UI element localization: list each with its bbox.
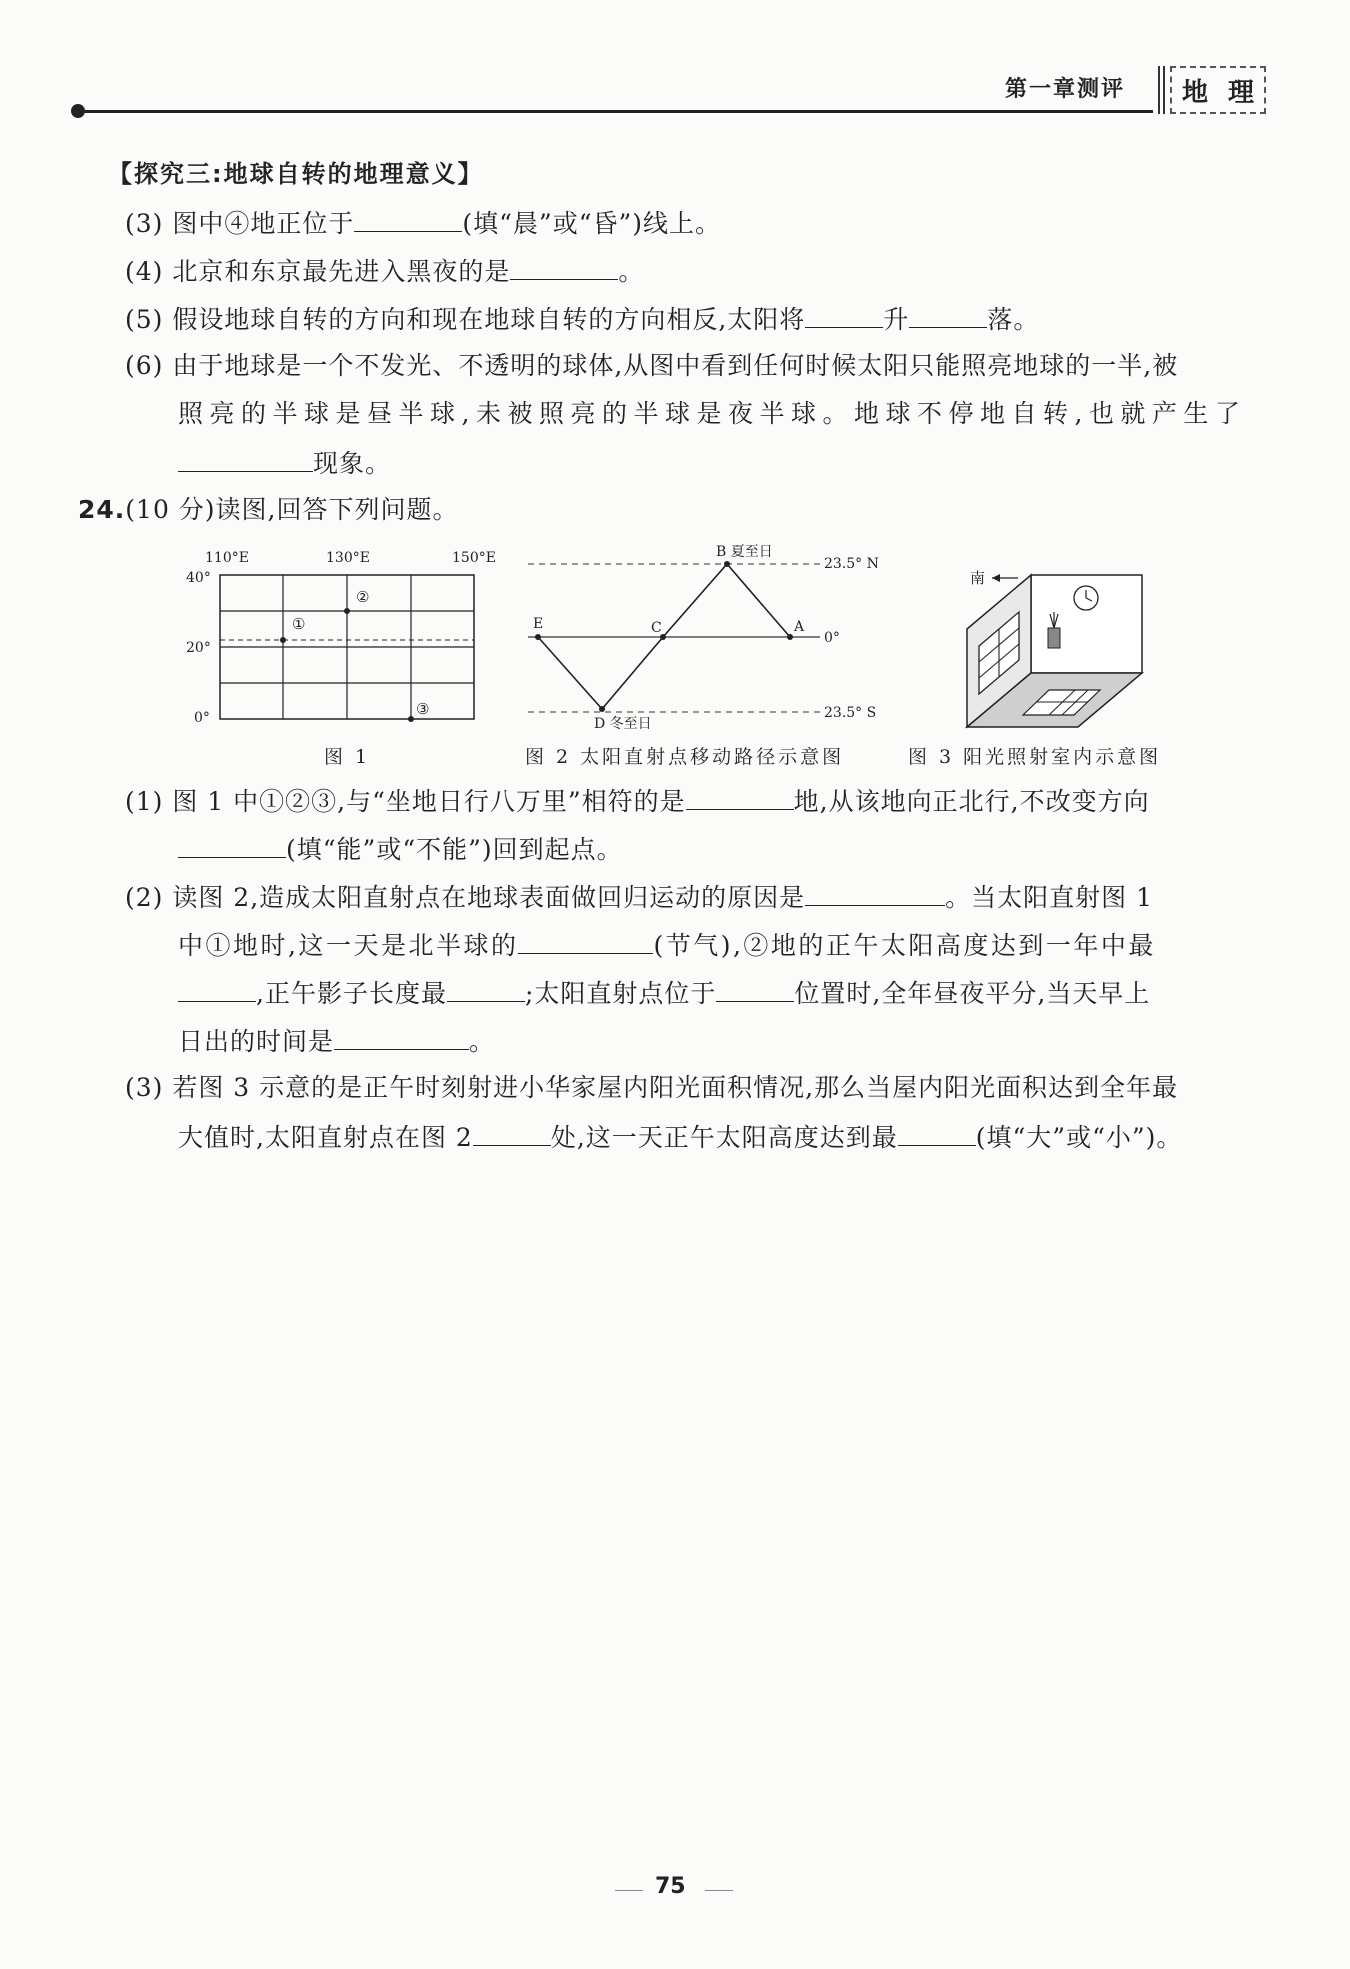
- q24-p2-text-i: 。: [469, 1027, 496, 1056]
- fig1-lon-label-150: 150°E: [452, 550, 496, 566]
- q24-number: 24.: [78, 495, 126, 524]
- q24-part-1-line-1: [125, 783, 1150, 819]
- figures-row: [180, 540, 1210, 780]
- fig1-lat-label-0: 0°: [194, 710, 210, 726]
- q5-blank-2: [909, 301, 987, 328]
- q24-p2-blank-3: [178, 975, 256, 1002]
- question-6-line-2: 照亮的半球是昼半球,未被照亮的半球是夜半球。地球不停地自转,也就产生了: [178, 399, 1247, 428]
- fig1-lon-label-110: 110°E: [205, 550, 249, 566]
- q24-part-2-line-4: [178, 1023, 495, 1059]
- q24-p2-blank-2: [518, 927, 653, 954]
- q24-p3-text-c: 处,这一天正午太阳高度达到最: [550, 1123, 898, 1152]
- fig1-caption: 图 1: [324, 746, 371, 768]
- fig2-label-e: E: [533, 616, 544, 632]
- q24-p2-blank-5: [716, 975, 794, 1002]
- fig2-label-d: D 冬至日: [594, 716, 652, 732]
- fig1-lat-label-40: 40°: [186, 570, 211, 586]
- q24-p3-blank-1: [473, 1119, 551, 1146]
- fig2-point-e: [535, 634, 541, 640]
- fig2-label-eq: 0°: [824, 630, 840, 646]
- fig2-point-b: [724, 561, 730, 567]
- q24-p2-text-a: (2) 读图 2,造成太阳直射点在地球表面做回归运动的原因是: [125, 883, 806, 912]
- footer-dash-right: [705, 1890, 733, 1891]
- question-3: [125, 205, 721, 241]
- q24-p1-blank-1: [686, 783, 794, 810]
- header-rule: [78, 110, 1153, 113]
- q5-text-c: 落。: [987, 305, 1040, 334]
- fig2-label-n: 23.5° N: [824, 556, 879, 572]
- header-separator: [1158, 66, 1165, 114]
- fig1-point-3-dot: [408, 716, 414, 722]
- chapter-title: 第一章测评: [1005, 77, 1126, 102]
- fig1-point-1-dot: [280, 637, 286, 643]
- fig1-point-3-label: ③: [416, 700, 430, 718]
- fig3-plant-pot-icon: [1048, 628, 1060, 648]
- fig2-label-a: A: [794, 619, 805, 635]
- footer-dash-left: [615, 1890, 643, 1891]
- fig2-label-b: B 夏至日: [716, 544, 773, 560]
- figure-1: [186, 550, 496, 726]
- section-title: 【探究三:地球自转的地理意义】: [108, 160, 484, 188]
- fig2-label-c: C: [651, 620, 662, 636]
- subject-box: [1170, 66, 1266, 114]
- question-5: [125, 301, 1039, 337]
- q24-part-3-line-2: [178, 1119, 1182, 1155]
- q24-part-1-line-2: [178, 831, 623, 867]
- q5-text-a: (5) 假设地球自转的方向和现在地球自转的方向相反,太阳将: [125, 305, 806, 334]
- q24-p2-text-c: 中①地时,这一天是北半球的: [178, 931, 519, 960]
- q24-p2-blank-6: [334, 1023, 469, 1050]
- question-6-line-1: (6) 由于地球是一个不发光、不透明的球体,从图中看到任何时候太阳只能照亮地球的一半,被: [125, 351, 1179, 380]
- fig2-caption: 图 2 太阳直射点移动路径示意图: [525, 746, 845, 768]
- q24-p2-text-d: (节气),②地的正午太阳高度达到一年中最: [653, 931, 1156, 960]
- q24-p1-text-a: (1) 图 1 中①②③,与“坐地日行八万里”相符的是: [125, 787, 686, 816]
- q24-p2-text-b: 。当太阳直射图 1: [945, 883, 1154, 912]
- figure-2: [528, 544, 879, 732]
- page-number: 75: [655, 1874, 686, 1899]
- q3-blank: [354, 205, 462, 232]
- fig2-point-d: [599, 706, 605, 712]
- q6-text: 现象。: [313, 449, 392, 478]
- figure-3: [967, 569, 1142, 727]
- q24-p2-text-h: 日出的时间是: [178, 1027, 335, 1056]
- q5-blank-1: [805, 301, 883, 328]
- q24-part-2-line-1: [125, 879, 1153, 915]
- q24-p1-blank-2: [178, 831, 286, 858]
- q24-part-2-line-2: [178, 927, 1156, 963]
- fig2-point-a: [787, 634, 793, 640]
- q24-p2-text-f: ;太阳直射点位于: [524, 979, 717, 1008]
- fig2-label-s: 23.5° S: [824, 705, 877, 721]
- fig3-caption: 图 3 阳光照射室内示意图: [908, 746, 1162, 768]
- fig3-south-label: 南: [970, 569, 986, 587]
- fig1-point-1-label: ①: [292, 615, 306, 633]
- q3-text-b: (填“晨”或“昏”)线上。: [462, 209, 722, 238]
- fig1-lat-label-20: 20°: [186, 640, 211, 656]
- question-24-intro: [78, 493, 459, 527]
- q5-text-b: 升: [883, 305, 910, 334]
- fig1-lon-label-130: 130°E: [326, 550, 370, 566]
- q24-p2-text-e: ,正午影子长度最: [256, 979, 447, 1008]
- question-6-line-3: [178, 445, 391, 481]
- q24-part-2-line-3: [178, 975, 1150, 1011]
- q4-blank: [510, 253, 618, 280]
- q4-text-a: (4) 北京和东京最先进入黑夜的是: [125, 257, 511, 286]
- q24-p2-blank-4: [447, 975, 525, 1002]
- q4-text-b: 。: [618, 257, 645, 286]
- q24-p1-text-c: (填“能”或“不能”)回到起点。: [286, 835, 623, 864]
- q6-blank: [178, 445, 313, 472]
- subject-char-1: 地: [1181, 77, 1208, 108]
- q3-text-a: (3) 图中④地正位于: [125, 209, 355, 238]
- q24-p2-blank-1: [805, 879, 945, 906]
- fig1-point-2-label: ②: [356, 588, 370, 606]
- q24-p3-text-b: 大值时,太阳直射点在图 2: [178, 1123, 473, 1152]
- subject-char-2: 理: [1227, 77, 1254, 108]
- fig3-arrow-head: [992, 574, 1000, 582]
- q24-p1-text-b: 地,从该地向正北行,不改变方向: [793, 787, 1150, 816]
- q24-p2-text-g: 位置时,全年昼夜平分,当天早上: [794, 979, 1151, 1008]
- fig1-point-2-dot: [344, 608, 350, 614]
- q24-p3-text-d: (填“大”或“小”)。: [975, 1123, 1183, 1152]
- q24-p3-blank-2: [898, 1119, 976, 1146]
- question-4: [125, 253, 644, 289]
- q24-intro-text: (10 分)读图,回答下列问题。: [125, 495, 459, 524]
- q24-part-3-line-1: (3) 若图 3 示意的是正午时刻射进小华家屋内阳光面积情况,那么当屋内阳光面积达到全年最: [125, 1073, 1179, 1102]
